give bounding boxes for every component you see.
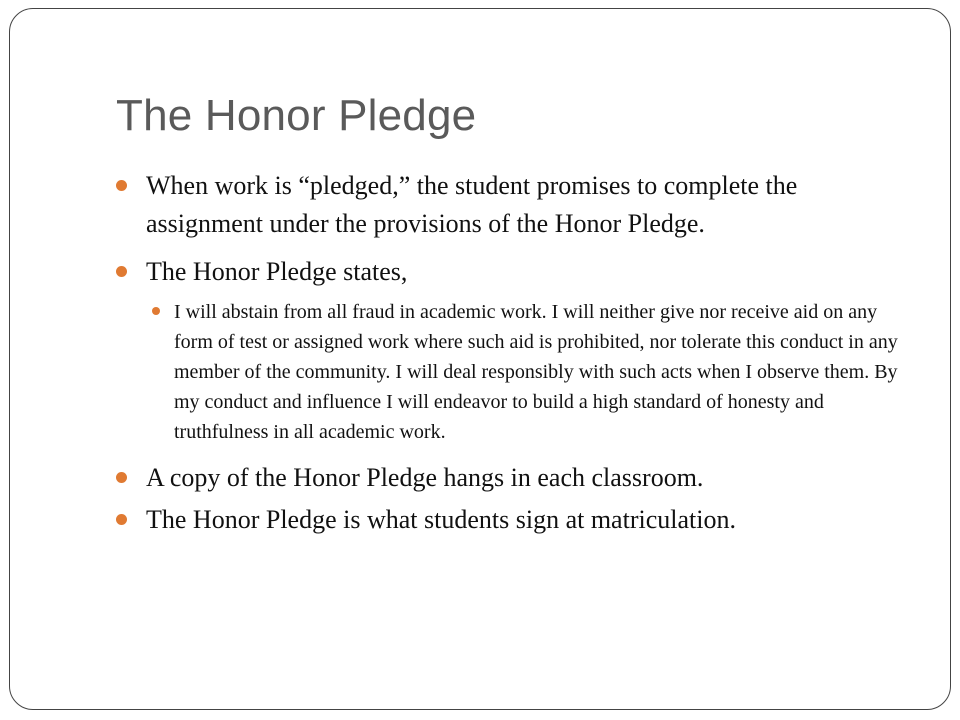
bullet-text: The Honor Pledge states, [146, 257, 408, 286]
bullet-item-pledge-states [116, 253, 916, 291]
bullet-dot [116, 180, 127, 191]
bullet-item-pledged-work [116, 167, 916, 243]
bullet-text: When work is “pledged,” the student promises to complete the assignment under the provisions of the Honor Pledge. [146, 171, 798, 238]
bullet-item-classroom-copy [116, 459, 916, 497]
sub-bullet-pledge-text [116, 297, 916, 447]
bullet-text: The Honor Pledge is what students sign at matriculation. [146, 505, 736, 534]
sub-bullet-dot [152, 307, 160, 315]
bullet-dot [116, 472, 127, 483]
sub-bullet-text: I will abstain from all fraud in academic work. I will neither give nor receive aid on any form of test or assigned work where such aid is prohibited, nor tolerate this conduct in any member of the community. I will deal responsibly with such acts when I observe them. By my conduct and influence I will endeavor to build a high standard of honesty and truthfulness in all academic work. [174, 301, 898, 443]
slide-frame [9, 8, 951, 710]
slide-content [116, 167, 916, 539]
bullet-item-matriculation [116, 501, 916, 539]
bullet-text: A copy of the Honor Pledge hangs in each classroom. [146, 463, 704, 492]
slide-title: The Honor Pledge [116, 91, 477, 140]
bullet-dot [116, 514, 127, 525]
bullet-dot [116, 266, 127, 277]
